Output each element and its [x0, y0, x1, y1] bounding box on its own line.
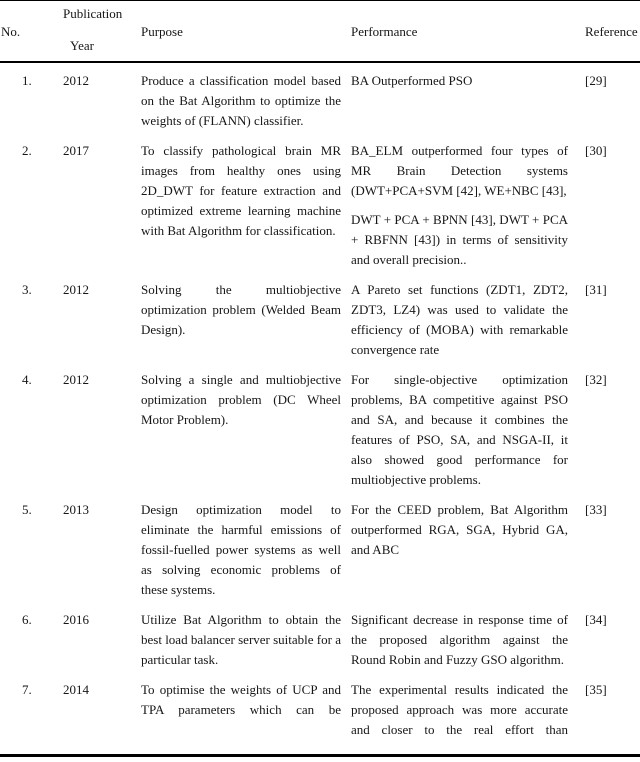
table-row: [0, 370, 640, 490]
performance-text: A Pareto set functions (ZDT1, ZDT2, ZDT3, LZ4) was used to validate the efficiency of (MOBA) with remarkable convergence rate: [351, 282, 568, 357]
row-purpose: [141, 680, 351, 740]
row-purpose: [141, 141, 351, 270]
row-performance: [351, 280, 585, 360]
row-number: 5.: [22, 502, 32, 517]
row-reference: [34]: [585, 612, 607, 627]
table-row: [0, 610, 640, 670]
purpose-text: Utilize Bat Algorithm to obtain the best load balancer server suitable for a particular task.: [141, 612, 341, 667]
row-reference: [31]: [585, 282, 607, 297]
row-performance: [351, 680, 585, 740]
row-year: 2014: [63, 682, 89, 697]
row-purpose: [141, 280, 351, 360]
performance-text: For the CEED problem, Bat Algorithm outperformed RGA, SGA, Hybrid GA, and ABC: [351, 502, 568, 557]
row-number: 6.: [22, 612, 32, 627]
row-purpose: [141, 500, 351, 600]
purpose-text: Design optimization model to eliminate the harmful emissions of fossil-fuelled power systems as well as solving economic problems of these systems.: [141, 502, 341, 597]
header-no: No.: [1, 23, 21, 39]
table-row: [0, 141, 640, 270]
performance-text: Significant decrease in response time of the proposed algorithm against the Round Robin and Fuzzy GSO algorithm.: [351, 612, 568, 667]
table-bottom-rule: [0, 754, 640, 757]
purpose-text: To classify pathological brain MR images from healthy ones using 2D_DWT for feature extraction and optimized extreme learning machine with Bat Algorithm for classification.: [141, 143, 341, 238]
header-reference: Reference: [585, 23, 638, 39]
header-purpose: Purpose: [141, 23, 183, 39]
row-reference: [29]: [585, 73, 607, 88]
performance-text: The experimental results indicated the proposed approach was more accurate and closer to the real effort than: [351, 682, 568, 737]
performance-text-2: DWT + PCA + BPNN [43], DWT + PCA + RBFNN [43]) in terms of sensitivity and overall precision..: [351, 212, 568, 267]
performance-text: For single-objective optimization problems, BA competitive against PSO and SA, and because it combines the features of PSO, SA, and NSGA-II, it also showed good performance for multiobjective problems.: [351, 372, 568, 487]
row-year: 2013: [63, 502, 89, 517]
row-year: 2012: [63, 282, 89, 297]
row-purpose: [141, 370, 351, 490]
row-reference: [32]: [585, 372, 607, 387]
purpose-text: Solving a single and multiobjective optimization problem (DC Wheel Motor Problem).: [141, 372, 341, 427]
row-number: 3.: [22, 282, 32, 297]
row-year: 2017: [63, 143, 89, 158]
header-year-line: Year: [70, 38, 94, 53]
table-row: [0, 680, 640, 740]
table-body: [0, 63, 640, 740]
row-performance: [351, 71, 585, 131]
row-number: 7.: [22, 682, 32, 697]
header-publication-year: [63, 1, 141, 61]
table-row: [0, 280, 640, 360]
performance-text: BA_ELM outperformed four types of MR Brain Detection systems (DWT+PCA+SVM [42], WE+NBC [43],: [351, 143, 568, 198]
purpose-text: Produce a classification model based on the Bat Algorithm to optimize the weights of (FLANN) classifier.: [141, 73, 341, 128]
purpose-text: To optimise the weights of UCP and TPA parameters which can be: [141, 682, 341, 717]
row-purpose: [141, 71, 351, 131]
row-reference: [30]: [585, 143, 607, 158]
row-performance: [351, 500, 585, 600]
row-year: 2016: [63, 612, 89, 627]
row-performance: [351, 141, 585, 270]
row-performance: [351, 610, 585, 670]
row-performance: [351, 370, 585, 490]
header-performance: Performance: [351, 23, 418, 39]
table-header-row: [0, 0, 640, 63]
performance-text: BA Outperformed PSO: [351, 73, 473, 88]
row-number: 4.: [22, 372, 32, 387]
table-row: [0, 500, 640, 600]
row-reference: [35]: [585, 682, 607, 697]
row-number: 2.: [22, 143, 32, 158]
table-row: [0, 71, 640, 131]
purpose-text: Solving the multiobjective optimization problem (Welded Beam Design).: [141, 282, 341, 337]
row-reference: [33]: [585, 502, 607, 517]
row-year: 2012: [63, 73, 89, 88]
row-purpose: [141, 610, 351, 670]
row-number: 1.: [22, 73, 32, 88]
row-year: 2012: [63, 372, 89, 387]
header-publication-line: Publication: [63, 6, 123, 21]
